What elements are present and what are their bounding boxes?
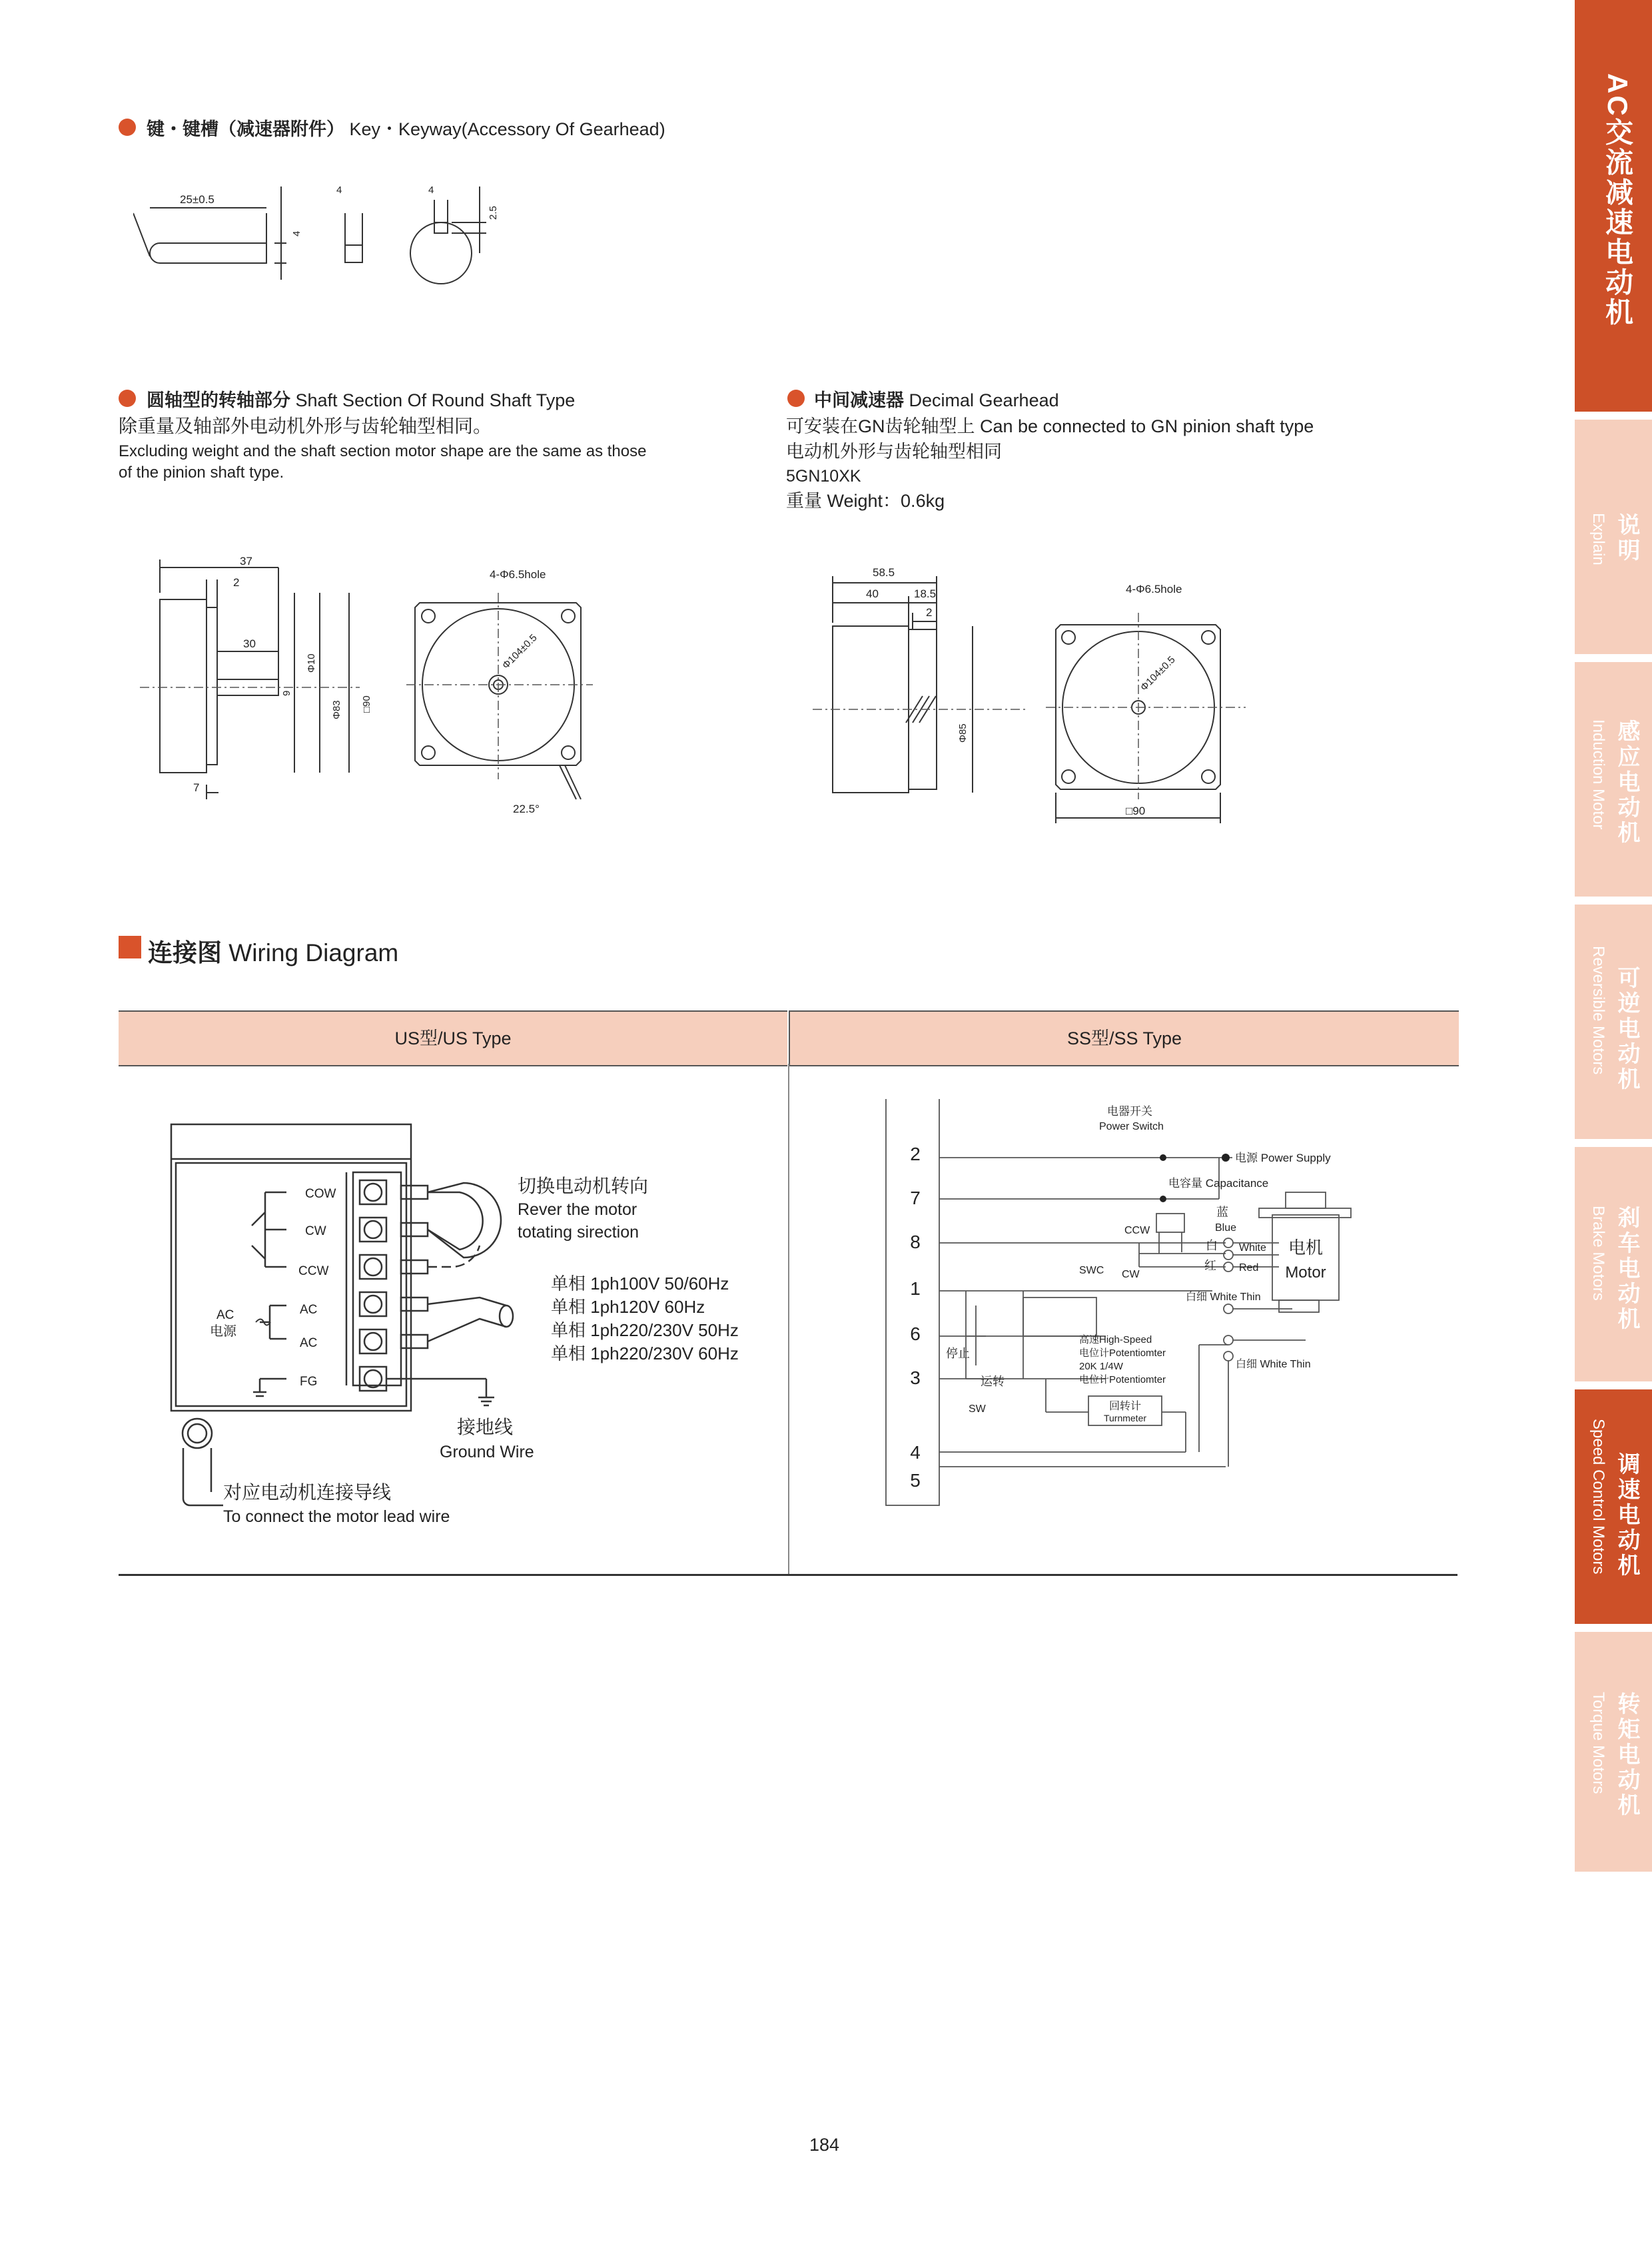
bullet-icon [119,390,136,407]
bullet-icon [119,119,136,136]
decimal-front-drawing [1046,573,1259,826]
ss-pin-4: 4 [910,1442,921,1463]
round-shaft-side-drawing [140,553,406,806]
round-dim-pcd: Φ104±0.5 [500,632,540,671]
ss-pot-3: 20K 1/4W [1079,1361,1123,1372]
us-type-label: US型/US Type [394,1028,512,1048]
ss-white-en: White [1239,1242,1266,1254]
ss-red-cn: 红 [1204,1259,1216,1272]
us-terminal-ac1: AC [300,1303,318,1317]
sidebar-tab-speed-control-en: Speed Control Motors [1589,1419,1607,1575]
decimal-desc-1: 可安装在GN齿轮轴型上 Can be connected to GN pinion shaft type [786,416,1314,436]
sidebar-tab-brake-en: Brake Motors [1589,1206,1607,1301]
sidebar-tab-induction-cn: 感应电动机 [1614,719,1639,846]
sidebar-tab-speed-control-cn: 调速电动机 [1614,1452,1639,1579]
us-terminal-cow: COW [305,1187,336,1201]
round-dim-holes: 4-Φ6.5hole [490,568,546,581]
ss-motor-cn: 电机 [1288,1238,1324,1258]
ss-sw-label: SW [969,1403,986,1415]
ss-type-label: SS型/SS Type [1066,1028,1182,1048]
decimal-dim-2: 2 [926,606,933,619]
decimal-title-cn: 中间减速器 [814,390,904,410]
us-ac-label: AC [216,1308,234,1322]
ss-white-thin-1: 白细 White Thin [1186,1292,1261,1303]
ss-wiring-diagram [879,1099,1386,1525]
wiring-title-cn: 连接图 [148,939,222,966]
us-wiring-diagram [133,1119,786,1559]
sidebar-tab-explain-cn: 说明 [1614,513,1639,563]
sidebar-tab-reversible-cn: 可逆电动机 [1614,966,1639,1092]
wiring-square-icon [119,936,141,958]
round-desc-cn: 除重量及轴部外电动机外形与齿轮轴型相同。 [119,416,492,436]
sidebar-tab-brake-cn: 刹车电动机 [1614,1206,1639,1332]
key-title-en: Key・Keyway(Accessory Of Gearhead) [349,119,665,139]
round-dim-9: 9 [281,690,292,696]
us-lead-en: To connect the motor lead wire [223,1507,450,1526]
round-dim-37: 37 [240,555,252,567]
us-supply-4: 单相 1ph220/230V 60Hz [551,1343,739,1363]
wiring-table-header-us [119,1010,787,1066]
decimal-dim-58: 58.5 [873,566,895,579]
page-number: 184 [809,2135,840,2155]
decimal-dim-40: 40 [866,587,879,600]
ss-power-switch-en: Power Switch [1099,1121,1164,1132]
ss-white-cn: 白 [1206,1239,1218,1252]
round-desc-en-2: of the pinion shaft type. [119,464,284,482]
decimal-dim-18: 18.5 [914,587,937,600]
ss-pin-7: 7 [910,1188,921,1208]
round-desc-en-1: Excluding weight and the shaft section motor shape are the same as those [119,442,647,460]
ss-cw-label: CW [1122,1269,1140,1280]
round-section-title [147,386,575,412]
us-reverse-en2: totating sirection [518,1223,639,1242]
key-dim-height: 4 [291,230,302,236]
wiring-title [148,933,398,968]
ss-pin-1: 1 [910,1278,921,1299]
round-dim-square: □90 [361,695,372,713]
ss-pin-3: 3 [910,1367,921,1388]
sidebar-tab-explain-en: Explain [1589,513,1607,565]
key-dim-length: 25±0.5 [180,193,214,206]
round-dim-pilot: Φ83 [331,700,342,719]
keyway-dim-depth: 2.5 [488,206,499,220]
decimal-dim-pcd: Φ104±0.5 [1138,654,1178,693]
decimal-dim-pilot: Φ85 [957,723,969,743]
round-dim-shaft: Φ10 [306,653,317,673]
ss-white-thin-2: 白细 White Thin [1236,1359,1311,1370]
ss-pin-6: 6 [910,1323,921,1344]
key-drawing [133,173,546,293]
ss-ccw-label: CCW [1124,1225,1150,1236]
round-shaft-front-drawing [406,560,600,826]
ss-pot-4: 电位计Potentiomter [1079,1374,1166,1385]
ss-pot-1: 高速High-Speed [1079,1334,1152,1345]
ss-red-en: Red [1239,1262,1259,1274]
key-title-cn: 键・键槽（减速器附件） [147,119,344,139]
keyway-dim-width: 4 [428,185,434,196]
us-lead-cn: 对应电动机连接导线 [223,1482,392,1503]
us-supply-2: 单相 1ph120V 60Hz [551,1297,705,1317]
us-supply-3: 单相 1ph220/230V 50Hz [551,1320,739,1340]
wiring-table-divider [788,1064,789,1574]
round-title-en: Shaft Section Of Round Shaft Type [295,390,576,410]
ss-pot-2: 电位计Potentiomter [1079,1347,1166,1359]
us-terminal-ccw: CCW [298,1264,329,1278]
key-section-title [147,115,665,141]
sidebar-main-label: AC交流减速电动机 [1602,73,1633,328]
ss-power-supply: 电源 Power Supply [1235,1152,1331,1164]
ss-motor-en: Motor [1285,1264,1326,1282]
sidebar-tab-torque-cn: 转矩电动机 [1614,1692,1639,1818]
ss-pin-2: 2 [910,1144,921,1164]
us-power-label: 电源 [210,1324,236,1339]
bullet-icon [787,390,805,407]
ss-blue-en: Blue [1215,1222,1237,1234]
ss-turnmeter-cn: 回转计 [1108,1401,1142,1412]
decimal-weight: 重量 Weight：0.6kg [786,491,945,511]
ss-turnmeter-en: Turnmeter [1103,1413,1147,1423]
round-dim-angle: 22.5° [513,803,540,815]
decimal-dim-holes: 4-Φ6.5hole [1126,583,1182,595]
us-reverse-en1: Rever the motor [518,1200,637,1219]
sidebar-tab-induction-en: Induction Motor [1589,719,1607,830]
ss-capacitance: 电容量 Capacitance [1168,1177,1269,1190]
ss-blue-cn: 蓝 [1216,1206,1228,1219]
sidebar-tab-torque-en: Torque Motors [1589,1692,1607,1794]
us-reverse-cn: 切换电动机转向 [518,1176,649,1196]
ss-stop-label: 停止 [946,1347,970,1360]
wiring-title-en: Wiring Diagram [228,939,399,966]
round-dim-7: 7 [193,781,200,794]
us-terminal-fg: FG [300,1375,318,1389]
round-dim-30: 30 [243,637,256,650]
wiring-table-bottom-border [119,1574,1457,1576]
decimal-dim-square: □90 [1126,805,1146,817]
ss-pin-5: 5 [910,1470,921,1491]
round-dim-2: 2 [233,576,240,589]
ss-pin-8: 8 [910,1232,921,1252]
decimal-side-drawing [813,563,1026,809]
us-terminal-ac2: AC [300,1336,318,1350]
key-dim-width: 4 [336,185,342,196]
decimal-title-en: Decimal Gearhead [909,390,1059,410]
ss-power-switch-cn: 电器开关 [1107,1105,1152,1118]
decimal-model: 5GN10XK [786,467,861,486]
ss-run-label: 运转 [981,1375,1005,1388]
us-ground-cn: 接地线 [457,1417,514,1437]
us-ground-en: Ground Wire [440,1443,534,1461]
sidebar-tab-reversible-en: Reversible Motors [1589,946,1607,1075]
ss-swc-label: SWC [1079,1265,1104,1276]
decimal-desc-2: 电动机外形与齿轮轴型相同 [786,442,1002,462]
round-title-cn: 圆轴型的转轴部分 [147,390,290,410]
us-terminal-cw: CW [305,1224,326,1238]
us-supply-1: 单相 1ph100V 50/60Hz [551,1274,729,1294]
decimal-section-title [814,386,1059,412]
wiring-table-header-ss [789,1010,1459,1066]
